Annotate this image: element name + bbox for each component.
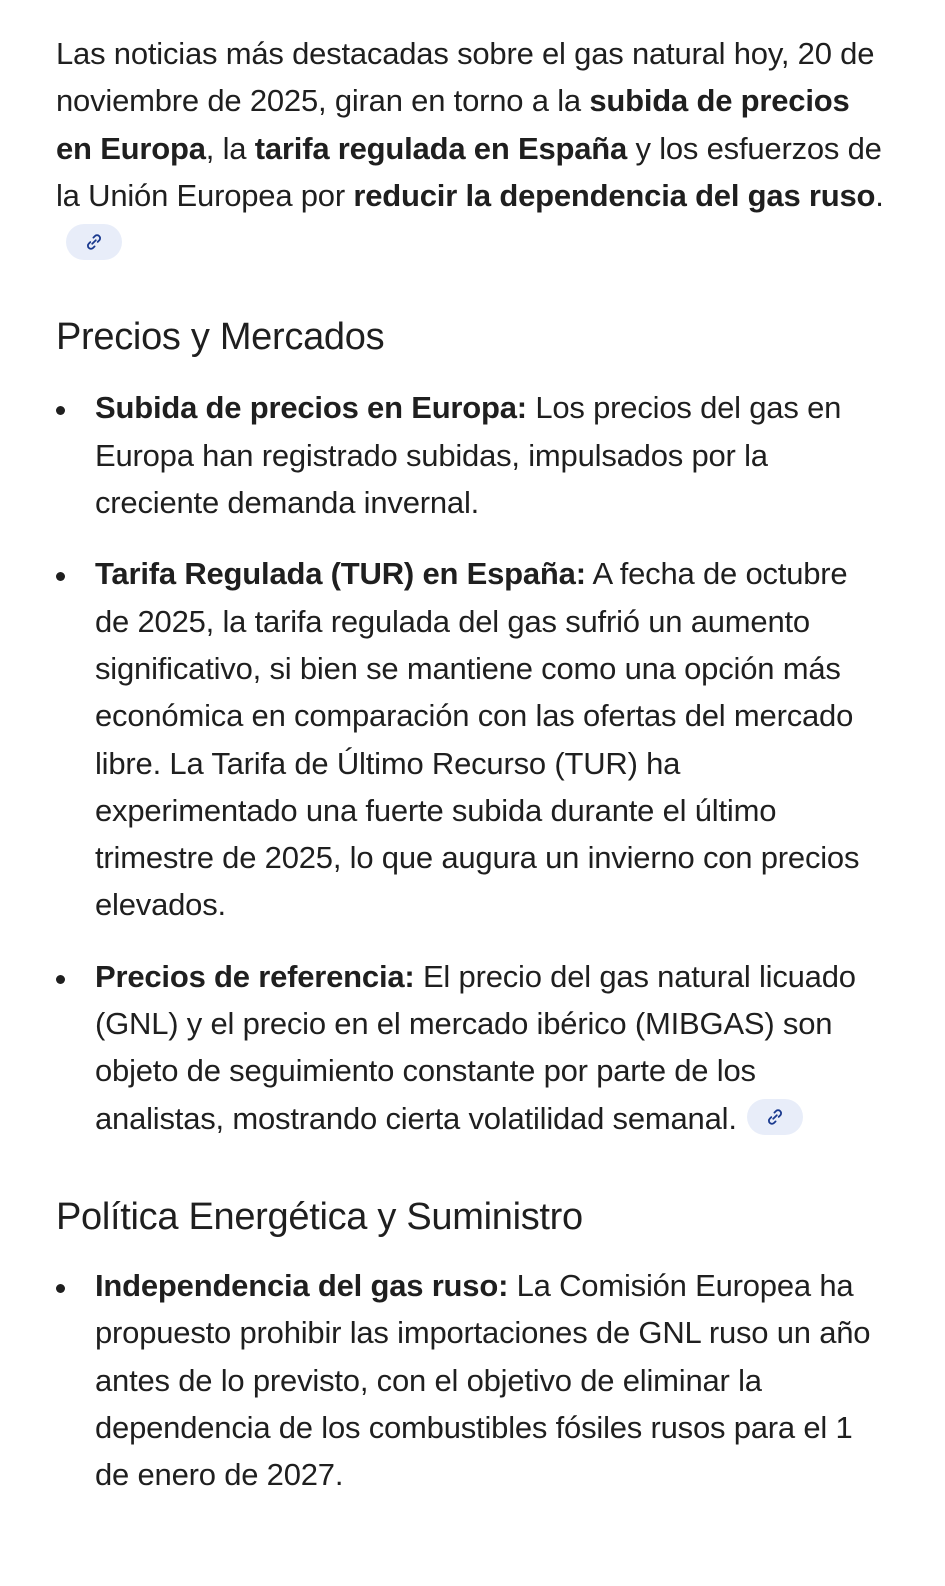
- list-item: [56, 953, 885, 1142]
- source-link-chip[interactable]: [747, 1099, 803, 1135]
- bullet-dot: [56, 1284, 65, 1293]
- list-precios: [56, 384, 885, 1141]
- bullet-dot: [56, 572, 65, 581]
- link-icon: [84, 232, 104, 252]
- intro-bold-1: subida de precios en Europa: [56, 83, 850, 166]
- item-text: La Comisión Europea ha propuesto prohibir las importaciones de GNL ruso un año antes de lo previsto, con el objetivo de eliminar la dependencia de los combustibles fósiles rusos para el 1 de enero de 2027.: [95, 1267, 871, 1493]
- item-text: El precio del gas natural licuado (GNL) y el precio en el mercado ibérico (MIBGAS) son objeto de seguimiento constante por parte de los analistas, mostrando cierta volatilidad semanal.: [95, 958, 856, 1136]
- intro-text-3: y los esfuerzos de la Unión Europea por: [56, 130, 882, 213]
- bullet-dot: [56, 975, 65, 984]
- section-heading-precios: Precios y Mercados: [56, 316, 385, 359]
- bullet-dot: [56, 406, 65, 415]
- item-bold-label: Precios de referencia:: [95, 958, 415, 994]
- item-bold-label: Tarifa Regulada (TUR) en España:: [95, 556, 586, 592]
- item-text: A fecha de octubre de 2025, la tarifa regulada del gas sufrió un aumento significativo, si bien se mantiene como una opción más económica en comparación con las ofertas del mercado libre. La Tarifa de Último Recurso (TUR) ha experimentado una fuerte subida durante el último trimestre de 2025, lo que augura un invierno con precios elevados.: [95, 556, 860, 923]
- item-bold-label: Independencia del gas ruso:: [95, 1267, 509, 1303]
- intro-bold-2: tarifa regulada en España: [254, 130, 628, 166]
- source-link-chip[interactable]: [66, 224, 122, 260]
- intro-text-2: , la: [205, 130, 255, 166]
- list-politica: [56, 1262, 885, 1498]
- link-icon: [765, 1107, 785, 1127]
- intro-text-4: .: [875, 177, 884, 213]
- list-item: [56, 550, 885, 928]
- intro-bold-3: reducir la dependencia del gas ruso: [353, 177, 876, 213]
- section-heading-politica: Política Energética y Suministro: [56, 1195, 583, 1238]
- list-item: [56, 384, 885, 526]
- intro-text-1: Las noticias más destacadas sobre el gas natural hoy, 20 de noviembre de 2025, giran en torno a la: [56, 36, 875, 119]
- intro-paragraph: [56, 30, 885, 266]
- list-item: [56, 1262, 885, 1498]
- item-bold-label: Subida de precios en Europa:: [95, 390, 527, 426]
- item-text: Los precios del gas en Europa han registrado subidas, impulsados por la creciente demanda invernal.: [95, 390, 842, 521]
